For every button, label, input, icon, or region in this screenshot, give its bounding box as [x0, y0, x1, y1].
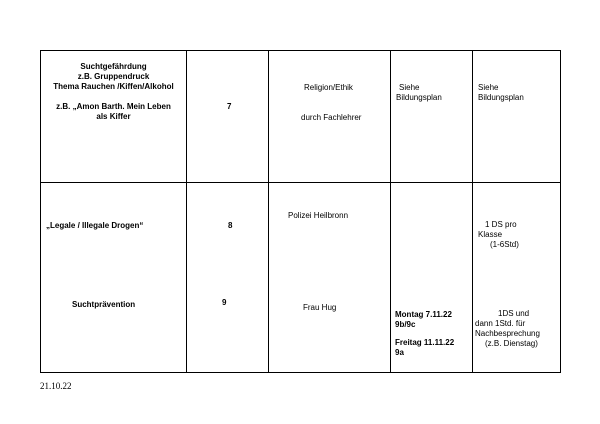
scope-line: (z.B. Dienstag): [485, 339, 538, 348]
date-line: Bildungsplan: [396, 93, 442, 102]
row-number: 7: [227, 102, 232, 111]
scope-line: (1-6Std): [490, 240, 519, 249]
topic-line: Thema Rauchen /Kiffen/Alkohol: [53, 82, 174, 91]
topic-line: Suchtgefährdung: [80, 62, 147, 71]
topic-line: als Kiffer: [96, 112, 131, 121]
row-number: 8: [228, 221, 233, 230]
topic-text: „Legale / Illegale Drogen“: [46, 221, 144, 230]
responsible-line: Polizei Heilbronn: [288, 211, 349, 220]
schedule-table: [40, 50, 561, 373]
topic-text: Suchtprävention: [72, 300, 136, 309]
date-line: 9a: [395, 348, 404, 357]
topic-cell: [41, 51, 187, 183]
topic-line: z.B. „Amon Barth. Mein Leben: [56, 102, 171, 111]
scope-cell: [473, 183, 561, 373]
date-cell: [391, 51, 473, 183]
footer-date: 21.10.22: [40, 381, 72, 391]
table-row: [41, 183, 561, 373]
number-cell: [187, 51, 269, 183]
row-number: 9: [222, 298, 227, 307]
scope-line: 1 DS pro: [485, 220, 517, 229]
date-line: Siehe: [399, 83, 420, 92]
responsible-line: Religion/Ethik: [304, 83, 353, 92]
topic-cell: [41, 183, 187, 373]
scope-line: Klasse: [478, 230, 503, 239]
scope-line: Nachbesprechung: [475, 329, 540, 338]
date-line: Montag 7.11.22: [395, 310, 452, 319]
responsible-cell: [269, 183, 391, 373]
responsible-line: Frau Hug: [303, 303, 337, 312]
date-line: 9b/9c: [395, 320, 416, 329]
scope-line: Bildungsplan: [478, 93, 524, 102]
scope-line: 1DS und: [498, 309, 530, 318]
table-row: [41, 51, 561, 183]
date-line: Freitag 11.11.22: [395, 338, 455, 347]
scope-line: dann 1Std. für: [475, 319, 526, 328]
date-cell: [391, 183, 473, 373]
topic-line: z.B. Gruppendruck: [77, 72, 150, 81]
topic-text: [41, 62, 186, 122]
scope-line: Siehe: [478, 83, 499, 92]
topic-line: [41, 92, 186, 102]
responsible-line: durch Fachlehrer: [301, 113, 362, 122]
responsible-cell: [269, 51, 391, 183]
scope-cell: [473, 51, 561, 183]
number-cell: [187, 183, 269, 373]
